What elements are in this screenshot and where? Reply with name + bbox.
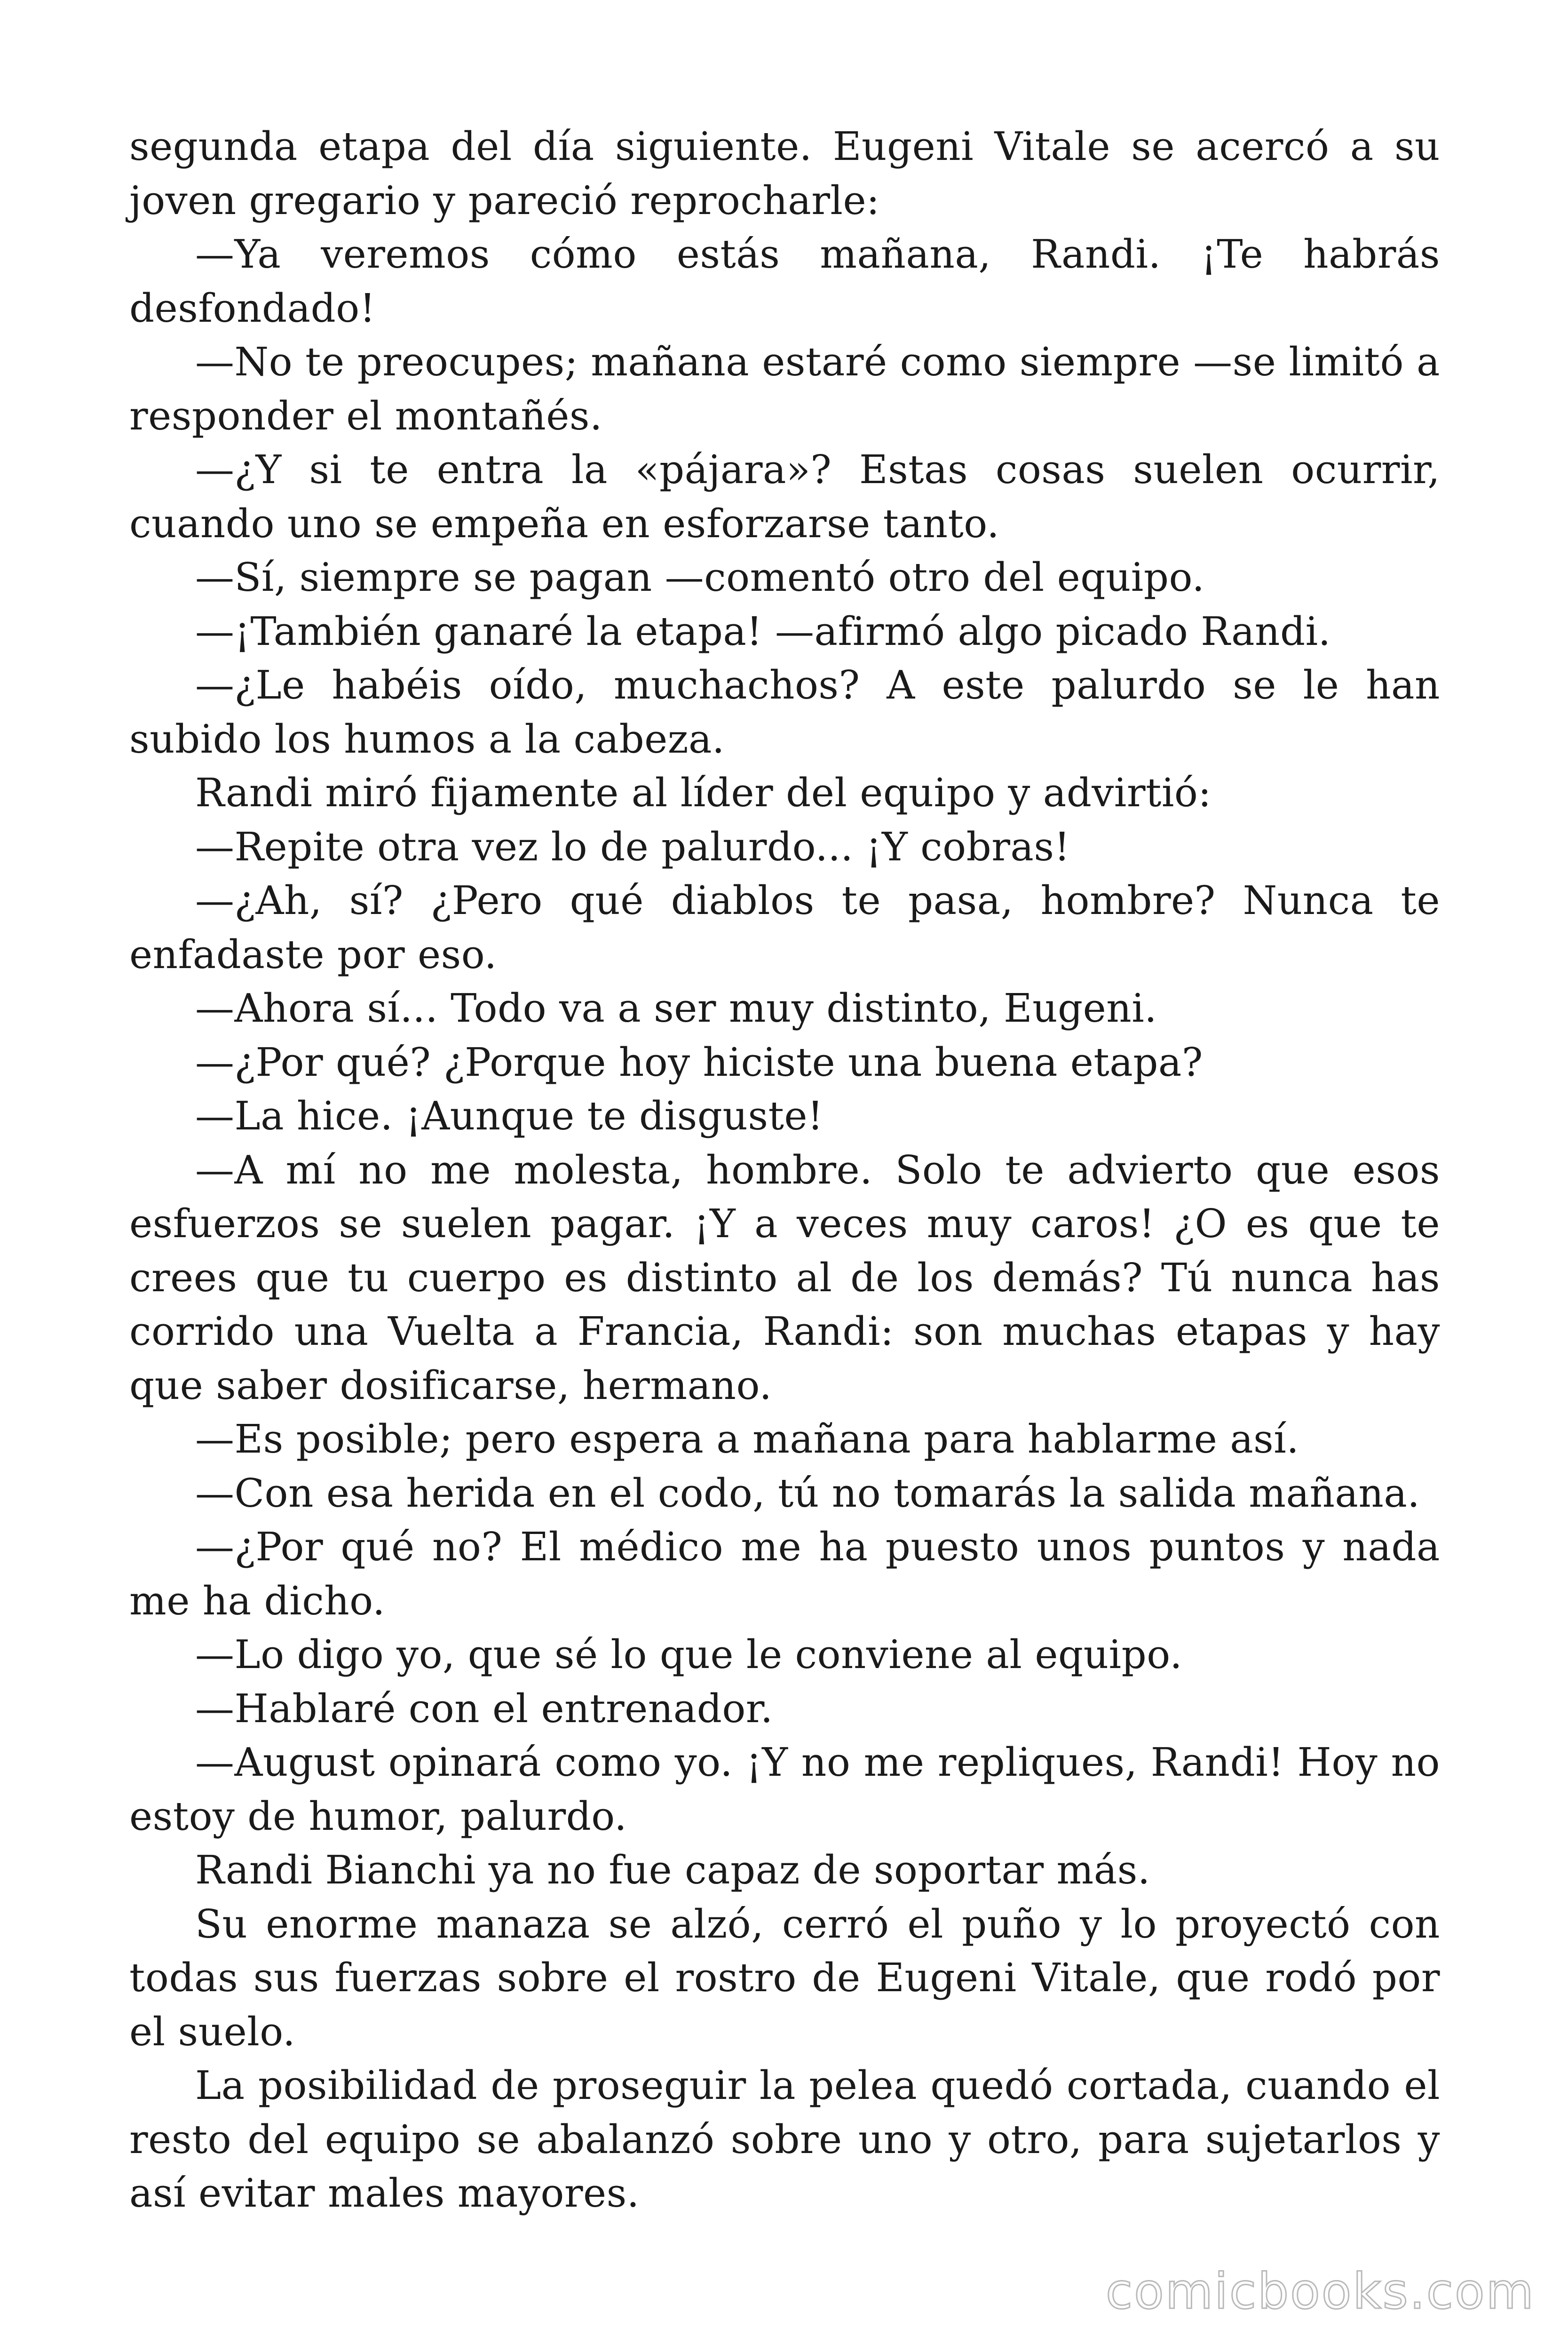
- paragraph: —Ahora sí... Todo va a ser muy distinto, Eugeni.: [195, 985, 1157, 1031]
- paragraph: —Ya veremos cómo estás mañana, Randi. ¡Te habrás desfondado!: [129, 231, 1440, 331]
- paragraph: —¿Ah, sí? ¿Pero qué diablos te pasa, hombre? Nunca te enfadaste por eso.: [129, 878, 1440, 977]
- body-text: [129, 120, 1440, 2221]
- paragraph: Randi Bianchi ya no fue capaz de soportar más.: [195, 1847, 1150, 1893]
- paragraph: —Sí, siempre se pagan —comentó otro del equipo.: [195, 555, 1205, 600]
- paragraph: segunda etapa del día siguiente. Eugeni Vitale se acercó a su joven gregario y pareció reprocharle:: [129, 124, 1440, 223]
- paragraph: —¿Le habéis oído, muchachos? A este palurdo se le han subido los humos a la cabeza.: [129, 662, 1440, 762]
- paragraph: —La hice. ¡Aunque te disguste!: [195, 1093, 824, 1139]
- paragraph: —No te preocupes; mañana estaré como siempre —se limitó a responder el montañés.: [129, 339, 1440, 439]
- paragraph: La posibilidad de proseguir la pelea quedó cortada, cuando el resto del equipo se abalanzó sobre uno y otro, para sujetarlos y así evitar males mayores.: [129, 2063, 1440, 2216]
- paragraph: Su enorme manaza se alzó, cerró el puño y lo proyectó con todas sus fuerzas sobre el rostro de Eugeni Vitale, que rodó por el suelo.: [129, 1901, 1440, 2055]
- watermark: comicbooks.com: [1105, 2263, 1535, 2320]
- paragraph: —¿Y si te entra la «pájara»? Estas cosas suelen ocurrir, cuando uno se empeña en esforzarse tanto.: [129, 447, 1440, 547]
- paragraph: —¿Por qué? ¿Porque hoy hiciste una buena etapa?: [195, 1039, 1203, 1085]
- paragraph: —August opinará como yo. ¡Y no me repliques, Randi! Hoy no estoy de humor, palurdo.: [129, 1740, 1440, 1839]
- paragraph: —¿Por qué no? El médico me ha puesto unos puntos y nada me ha dicho.: [129, 1524, 1440, 1624]
- paragraph: —¡También ganaré la etapa! —afirmó algo picado Randi.: [195, 608, 1331, 654]
- paragraph: —A mí no me molesta, hombre. Solo te advierto que esos esfuerzos se suelen pagar. ¡Y a veces muy caros! ¿O es que te crees que tu cuerpo es distinto al de los demás? Tú nunca has corrido una Vuelta a Francia, Randi: son muchas etapas y hay que saber dosificarse, hermano.: [129, 1147, 1440, 1408]
- paragraph: —Con esa herida en el codo, tú no tomarás la salida mañana.: [195, 1470, 1420, 1516]
- paragraph: —Repite otra vez lo de palurdo... ¡Y cobras!: [195, 824, 1070, 870]
- paragraph: —Hablaré con el entrenador.: [195, 1685, 773, 1732]
- paragraph: Randi miró fijamente al líder del equipo y advirtió:: [195, 770, 1212, 816]
- paragraph: —Es posible; pero espera a mañana para hablarme así.: [195, 1416, 1299, 1462]
- paragraph: —Lo digo yo, que sé lo que le conviene al equipo.: [195, 1632, 1183, 1677]
